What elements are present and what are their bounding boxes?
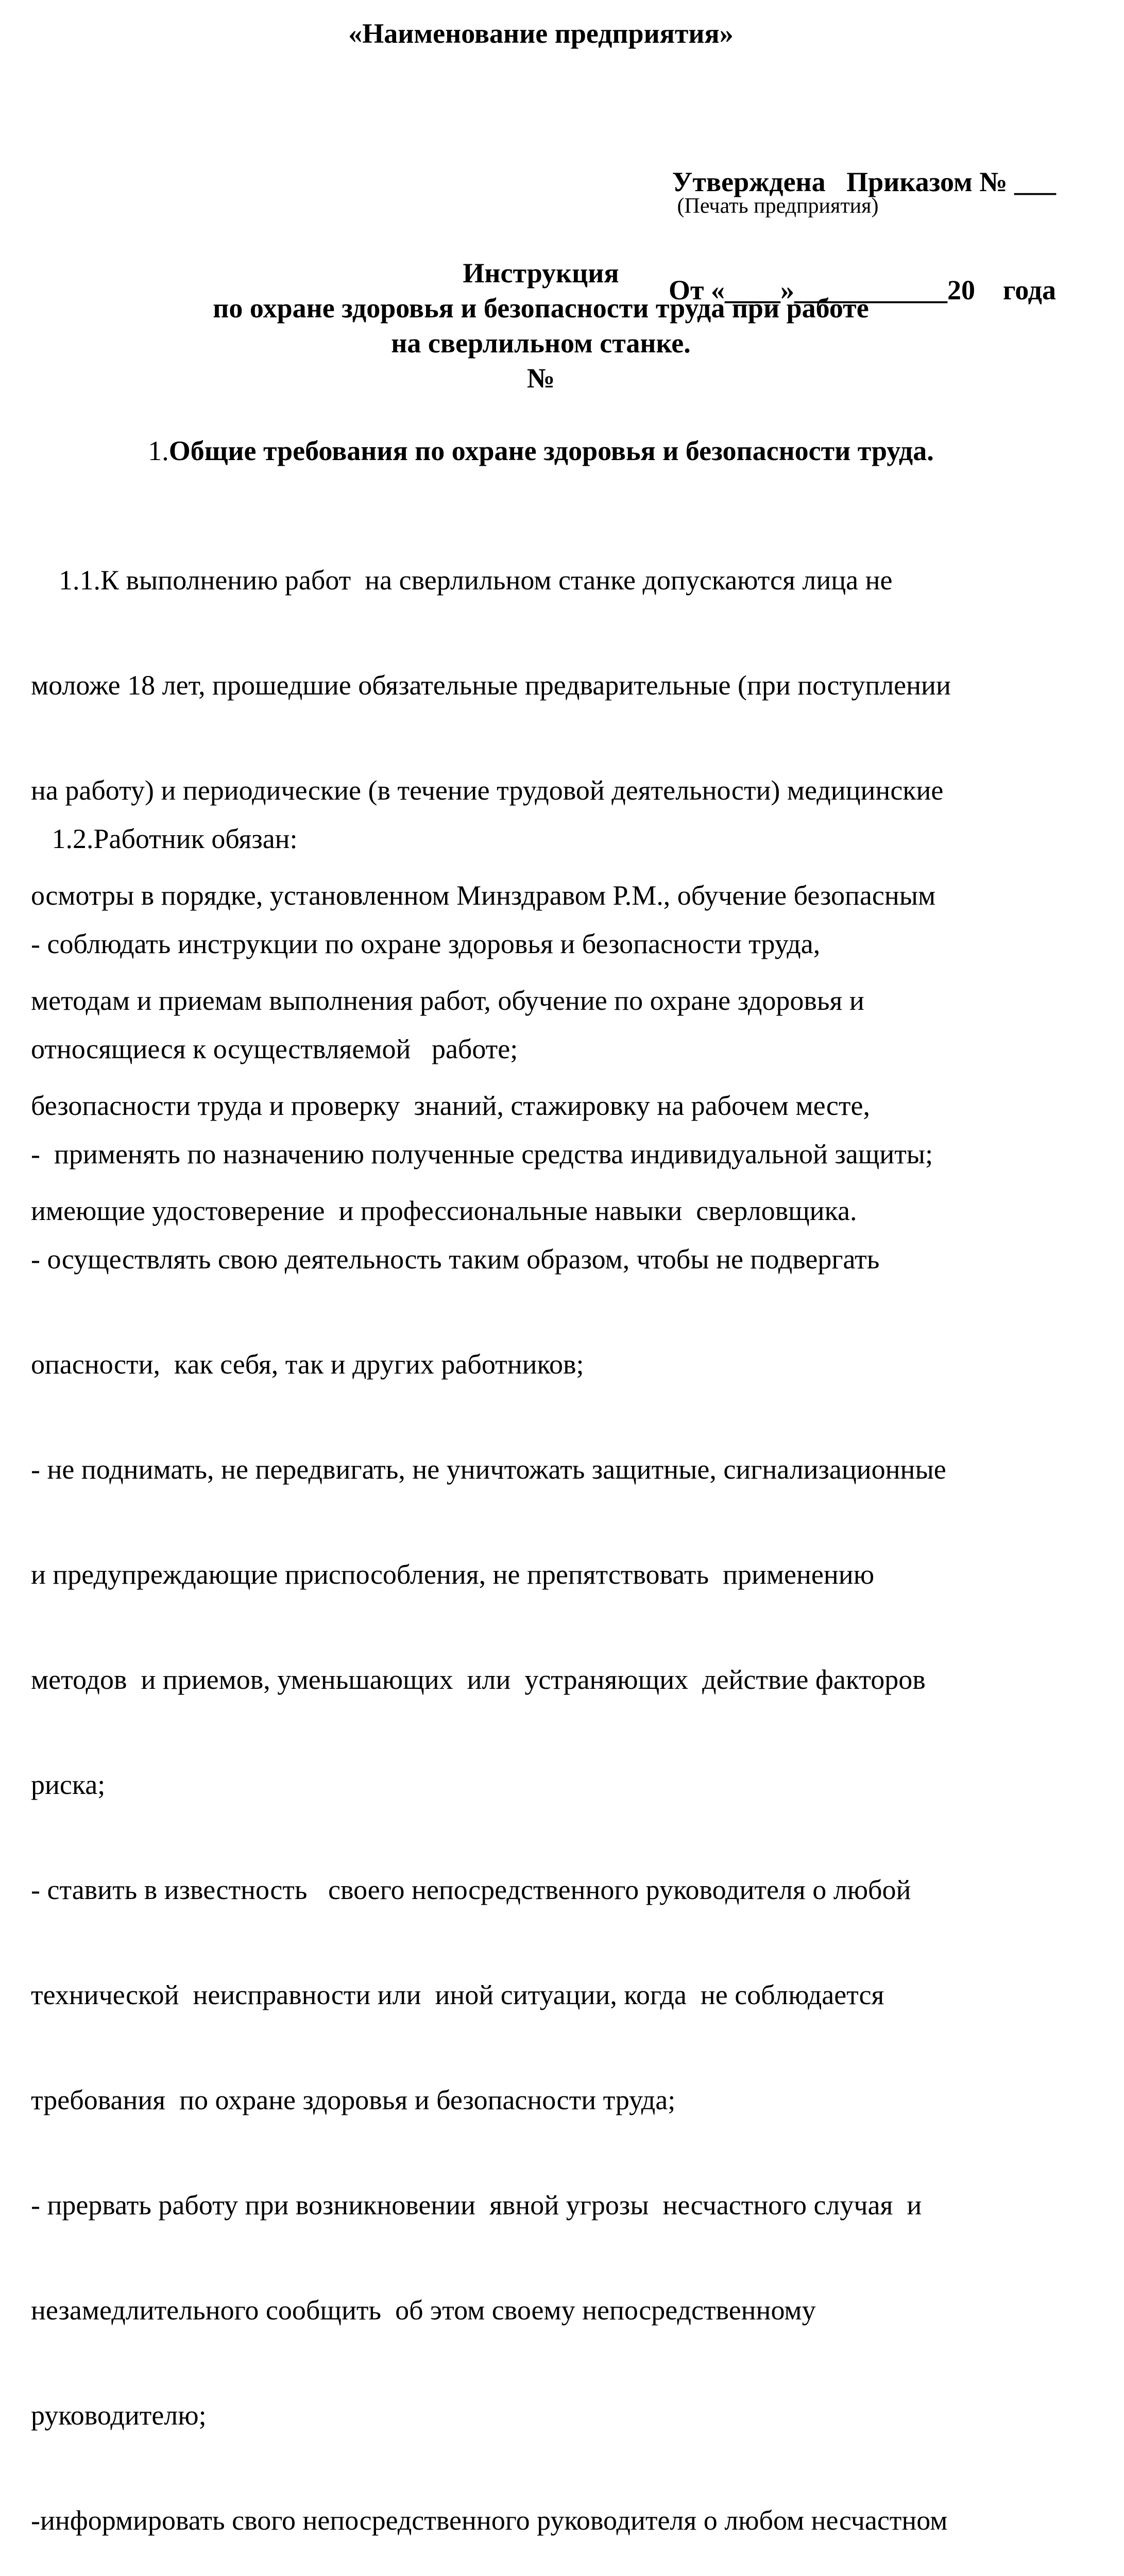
text-line: 1.2.Работник обязан: — [31, 823, 298, 854]
seal-note: (Печать предприятия) — [677, 194, 879, 218]
text-line: - соблюдать инструкции по охране здоровья и безопасности труда, — [31, 928, 821, 959]
paragraph-1-2 — [31, 751, 1097, 2576]
approval-date-line: От «____»___________20 года — [669, 275, 1056, 306]
text-line: осмотры в порядке, установленном Минздравом Р.М., обучение безопасным — [31, 880, 936, 911]
title-line-2: по охране здоровья и безопасности труда при работе — [213, 293, 869, 324]
text-line: и предупреждающие приспособления, не препятствовать применению — [31, 1559, 875, 1590]
text-line: - осуществлять свою деятельность таким образом, чтобы не подвергать — [31, 1244, 880, 1275]
text-line: безопасности труда и проверку знаний, стажировку на рабочем месте, — [31, 1090, 870, 1121]
enterprise-name: «Наименование предприятия» — [348, 18, 734, 49]
text-line: имеющие удостоверение и профессиональные навыки сверловщика. — [31, 1195, 857, 1226]
section-1-title: Общие требования по охране здоровья и безопасности труда. — [168, 435, 934, 466]
text-line: руководителю; — [31, 2400, 207, 2431]
text-line: - прервать работу при возникновении явной угрозы несчастного случая и — [31, 2190, 922, 2221]
text-line: незамедлительного сообщить об этом своему непосредственному — [31, 2295, 816, 2326]
text-line: технической неисправности или иной ситуации, когда не соблюдается — [31, 1979, 884, 2010]
title-number: № — [526, 363, 555, 394]
text-line: относящиеся к осуществляемой работе; — [31, 1033, 518, 1064]
approval-order-line: Утверждена Приказом № ___ — [672, 166, 1056, 197]
text-line: опасности, как себя, так и других работников; — [31, 1349, 584, 1380]
text-line: -информировать свого непосредственного руководителя о любом несчастном — [31, 2505, 948, 2536]
text-line: - ставить в известность своего непосредственного руководителя о любой — [31, 1874, 911, 1905]
document-title — [0, 256, 1082, 396]
text-line: требования по охране здоровья и безопасности труда; — [31, 2084, 676, 2115]
title-line-3: на сверлильном станке. — [391, 328, 691, 359]
section-1-heading — [0, 433, 1082, 469]
text-line: методов и приемов, уменьшающих или устраняющих действие факторов — [31, 1664, 926, 1695]
text-line: на работу) и периодические (в течение трудовой деятельности) медицинские — [31, 775, 944, 806]
text-line: - не поднимать, не передвигать, не уничтожать защитные, сигнализационные — [31, 1454, 946, 1485]
text-line: методам и приемам выполнения работ, обучение по охране здоровья и — [31, 985, 864, 1016]
text-line: 1.1.К выполнению работ на сверлильном станке допускаются лица не — [31, 565, 893, 596]
text-line: моложе 18 лет, прошедшие обязательные предварительные (при поступлении — [31, 670, 951, 701]
section-1-number: 1. — [148, 435, 169, 466]
text-line: - применять по назначению полученные средства индивидуальной защиты; — [31, 1139, 933, 1170]
title-line-1: Инструкция — [463, 258, 619, 289]
text-line: риска; — [31, 1769, 106, 1800]
